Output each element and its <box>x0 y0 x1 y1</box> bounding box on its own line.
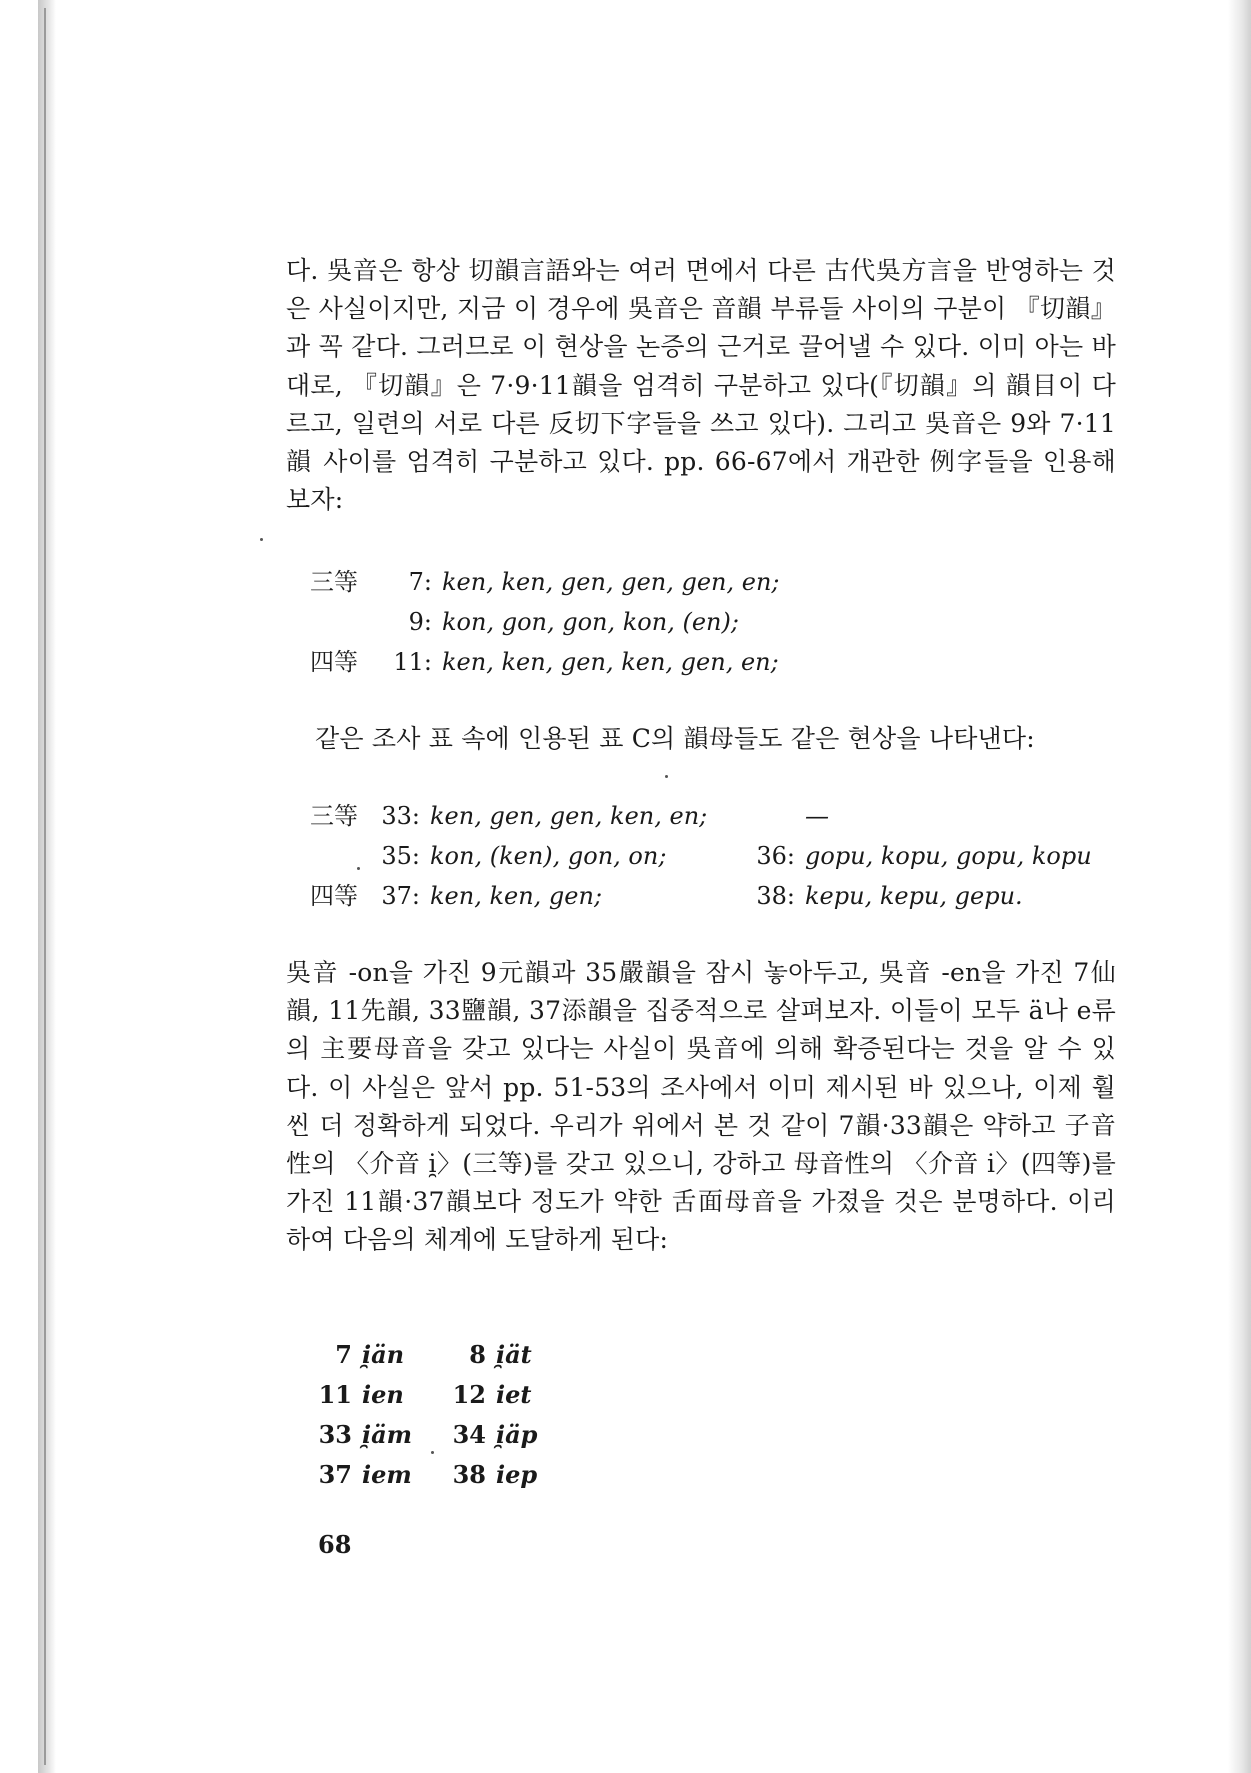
page-number: 68 <box>318 1530 352 1559</box>
page-edge-right <box>1228 0 1251 1773</box>
example-num: 37: <box>381 882 420 910</box>
example-1 <box>310 562 780 682</box>
example-right-forms: kepu, kepu, gepu. <box>805 882 1023 910</box>
page-edge-left <box>38 0 56 1773</box>
example-2-row <box>310 876 1092 916</box>
example-1-row <box>310 562 780 602</box>
example-right-num: 36: <box>756 842 795 870</box>
scan-speck <box>260 538 263 541</box>
example-right-forms: — <box>805 802 829 830</box>
example-2 <box>310 796 1092 916</box>
example-1-row <box>310 642 780 682</box>
example-label: 三等 <box>310 802 358 830</box>
example-forms: ken, ken, gen; <box>430 882 603 910</box>
example-label: 三等 <box>310 568 358 596</box>
example-1-row <box>310 602 780 642</box>
example-num: 7: <box>408 568 432 596</box>
example-right-forms: gopu, kopu, gopu, kopu <box>805 842 1092 870</box>
table-row: 33 i̯äm 34 i̯äp <box>318 1420 538 1449</box>
paragraph-1: 다. 吳音은 항상 切韻言語와는 여러 면에서 다른 古代吳方言을 반영하는 것은 사실이지만, 지금 이 경우에 吳音은 音韻 부류들 사이의 구분이 『切韻』과 꼭 같다. 그러므로 이 현상을 논증의 근거로 끌어낼 수 있다. 이미 아는 바대로, 『切韻』은 7·9·11韻을 엄격히 구분하고 있다(『切韻』의 韻目이 다르고, 일련의 서로 다른 反切下字들을 쓰고 있다). 그리고 吳音은 9와 7·11韻 사이를 엄격히 구분하고 있다. pp. 66-67에서 개관한 例字들을 인용해 보자: <box>286 256 1116 515</box>
example-forms: kon, gon, gon, kon, (en); <box>442 608 739 636</box>
example-label: 四等 <box>310 882 358 910</box>
scan-speck <box>665 775 668 778</box>
example-forms: ken, ken, gen, gen, gen, en; <box>442 568 780 596</box>
scan-speck <box>431 1451 434 1454</box>
example-right-num: 38: <box>756 882 795 910</box>
example-num: 9: <box>408 608 432 636</box>
example-num: 35: <box>381 842 420 870</box>
example-num: 33: <box>381 802 420 830</box>
example-label: 四等 <box>310 648 358 676</box>
example-2-row <box>310 796 1092 836</box>
example-num: 11: <box>393 648 432 676</box>
table-row: 11 ien 12 iet <box>318 1380 532 1409</box>
example-forms: kon, (ken), gon, on; <box>430 842 667 870</box>
example-forms: ken, ken, gen, ken, gen, en; <box>442 648 779 676</box>
scan-speck <box>357 867 360 870</box>
table-row: 37 iem 38 iep <box>318 1460 538 1489</box>
example-forms: ken, gen, gen, ken, en; <box>430 802 708 830</box>
paragraph-2: 같은 조사 표 속에 인용된 표 C의 韻母들도 같은 현상을 나타낸다: <box>315 724 1035 753</box>
example-2-row <box>310 836 1092 876</box>
table-row: 7 i̯än 8 i̯ät <box>335 1340 532 1369</box>
finals-table <box>318 1335 586 1495</box>
paragraph-3: 吳音 -on을 가진 9元韻과 35嚴韻을 잠시 놓아두고, 吳音 -en을 가진 7仙韻, 11先韻, 33鹽韻, 37添韻을 집중적으로 살펴보자. 이들이 모두 ä나 e류의 主要母音을 갖고 있다는 사실이 吳音에 의해 확증된다는 것을 알 수 있다. 이 사실은 앞서 pp. 51-53의 조사에서 이미 제시된 바 있으나, 이제 훨씬 더 정확하게 되었다. 우리가 위에서 본 것 같이 7韻·33韻은 약하고 子音性의 〈介音 i̯〉(三等)를 갖고 있으니, 강하고 母音性의 〈介音 i〉(四等)를 가진 11韻·37韻보다 정도가 약한 舌面母音을 가졌을 것은 분명하다. 이리하여 다음의 체계에 도달하게 된다: <box>286 958 1116 1255</box>
